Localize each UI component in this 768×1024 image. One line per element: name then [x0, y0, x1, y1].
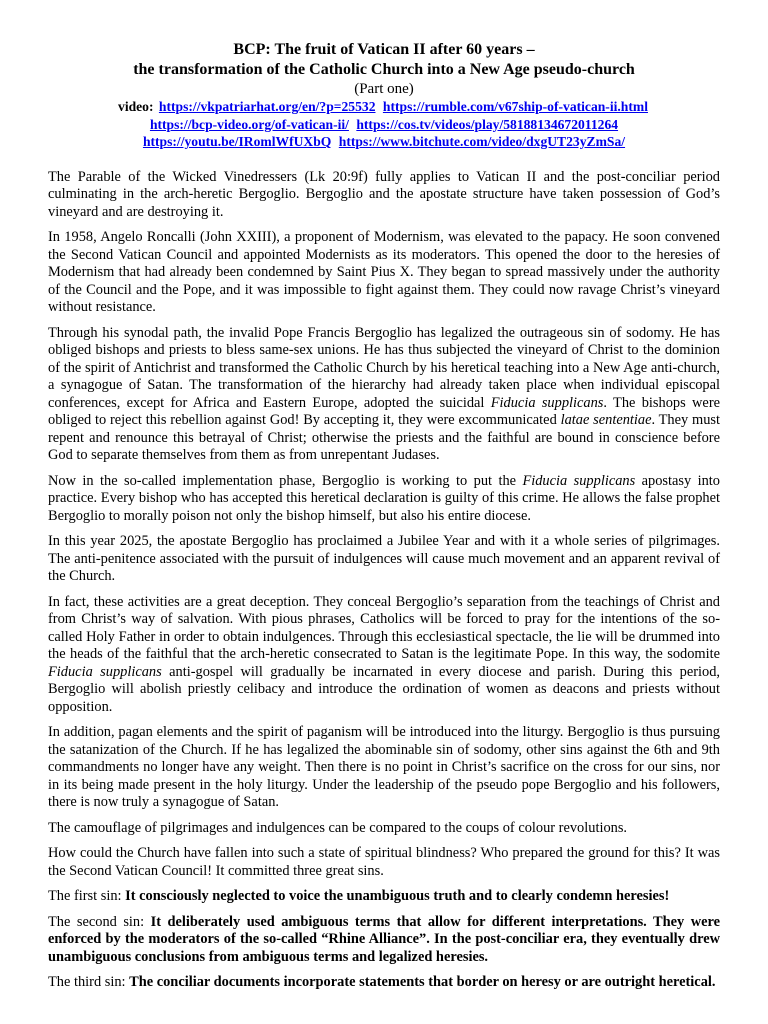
paragraph-5: In this year 2025, the apostate Bergoglio has proclaimed a Jubilee Year and with it a whole series of pilgrimages. The anti-penitence associated with the pursuit of indulgences will cause much movement and an apparent revival of the Church.	[48, 533, 720, 584]
paragraph-4	[48, 473, 720, 526]
video-link-cos-tv[interactable]: https://cos.tv/videos/play/58188134672011264	[356, 116, 619, 132]
video-link-bitchute[interactable]: https://www.bitchute.com/video/dxgUT23yZmSa/	[338, 134, 626, 149]
video-label: video:	[118, 99, 154, 114]
video-link-youtube[interactable]: https://youtu.be/IRomlWfUXbQ	[142, 134, 332, 149]
second-sin-text: It deliberately used ambiguous terms that allow for different interpretations. They were enforced by the moderators of the so-called “Rhine Alliance”. In the post-conciliar era, they eventually drew unambiguous conclusions from ambiguous terms and legalized heresies.	[48, 913, 720, 965]
paragraph-3-text-e: . They must repent and renounce this betrayal of Christ; otherwise the priests and the faithful are bound in conscience before God to separate themselves from them as from unrepentant Judases.	[48, 412, 720, 463]
video-link-bcp-video[interactable]: https://bcp-video.org/of-vatican-ii/	[149, 116, 349, 132]
paragraph-6-italic-b: Fiducia supplicans	[48, 663, 162, 680]
paragraph-10	[48, 888, 720, 906]
title-line-2: the transformation of the Catholic Church into a New Age pseudo-church	[133, 61, 635, 78]
paragraph-3-italic-d: latae sententiae	[560, 412, 652, 428]
paragraph-3	[48, 325, 720, 465]
video-links	[48, 98, 720, 151]
paragraph-8: The camouflage of pilgrimages and indulgences can be compared to the coups of colour revolutions.	[48, 819, 628, 836]
paragraph-6-text-a: In fact, these activities are a great deception. They conceal Bergoglio’s separation from the teachings of Christ and from Christ’s way of salvation. With pious phrases, Catholics will be forced to pray for the intentions of the so-called Holy Father in order to obtain indulgences. Through this ecclesiastical spectacle, the lie will be drummed into the heads of the faithful that the arch-heretic consecrated to Satan is the legitimate Pope. In this way, the sodomite	[48, 593, 720, 662]
part-label: (Part one)	[354, 81, 414, 97]
paragraph-2: In 1958, Angelo Roncalli (John XXIII), a proponent of Modernism, was elevated to the papacy. He soon convened the Second Vatican Council and appointed Modernists as its moderators. This opened the door to the heresies of Modernism that had already been condemned by Saint Pius X. They began to spread massively under the authority of the Council and the Pope, and it was impossible to fight against them. They could now ravage Christ’s vineyard without resistance.	[48, 229, 720, 315]
video-link-rumble[interactable]: https://rumble.com/v67ship-of-vatican-ii.html	[382, 99, 648, 114]
paragraph-6	[48, 594, 720, 717]
first-sin-text: It consciously neglected to voice the unambiguous truth and to clearly condemn heresies!	[125, 888, 670, 904]
paragraph-12	[48, 974, 720, 992]
paragraph-4-text-c: apostasy into practice. Every bishop who has accepted this heretical declaration is guilty of this crime. He allows the false prophet Bergoglio to morally poison not only the bishop himself, but also his entire diocese.	[48, 472, 720, 524]
title-line-1: BCP: The fruit of Vatican II after 60 years –	[233, 41, 535, 58]
document-body	[48, 169, 720, 992]
third-sin-text: The conciliar documents incorporate statements that border on heresy or are outright heretical.	[129, 974, 716, 990]
paragraph-9: How could the Church have fallen into such a state of spiritual blindness? Who prepared the ground for this? It was the Second Vatican Council! It committed three great sins.	[48, 845, 720, 879]
third-sin-label: The third sin:	[48, 974, 130, 990]
paragraph-11	[48, 914, 720, 967]
paragraph-4-italic-b: Fiducia supplicans	[522, 472, 636, 489]
paragraph-3-text-a: Through his synodal path, the invalid Pope Francis Bergoglio has legalized the outrageous sin of sodomy. He has obliged bishops and priests to bless same-sex unions. He has thus subjected the vineyard of Christ to the dominion of the spirit of Antichrist and transformed the Catholic Church by his heretical teaching into a New Age anti-church, a synagogue of Satan. The transformation of the hierarchy had already taken place when individual episcopal conferences, except for Africa and Eastern Europe, adopted the suicidal	[48, 324, 720, 411]
second-sin-label: The second sin:	[48, 913, 151, 930]
paragraph-3-italic-b: Fiducia supplicans	[490, 394, 604, 411]
paragraph-3-text-c: . The bishops were obliged to reject this rebellion against God! By accepting it, they were excommunicated	[48, 394, 720, 428]
paragraph-7: In addition, pagan elements and the spirit of paganism will be introduced into the liturgy. Bergoglio is thus pursuing the satanization of the Church. If he has legalized the abominable sin of sodomy, other sins against the 6th and 9th commandments no longer have any weight. Then there is no point in Christ’s sacrifice on the cross for our sins, nor in its being made present in the holy liturgy. Under the leadership of the pseudo pope Bergoglio and his followers, there is now truly a synagogue of Satan.	[48, 724, 720, 810]
first-sin-label: The first sin:	[48, 888, 126, 904]
paragraph-6-text-c: anti-gospel will gradually be incarnated in every diocese and parish. During this period, Bergoglio will abolish priestly celibacy and introduce the ordination of women as deacons and priests without opposition.	[48, 663, 720, 715]
document-title	[48, 40, 720, 80]
paragraph-4-text-a: Now in the so-called implementation phase, Bergoglio is working to put the	[48, 472, 523, 489]
paragraph-1: The Parable of the Wicked Vinedressers (Lk 20:9f) fully applies to Vatican II and the post-conciliar period culminating in the arch-heretic Bergoglio. Bergoglio and the apostate structure have taken possession of God’s vineyard and are destroying it.	[48, 168, 720, 220]
video-link-vkpatriarhat[interactable]: https://vkpatriarhat.org/en/?p=25532	[158, 99, 376, 114]
